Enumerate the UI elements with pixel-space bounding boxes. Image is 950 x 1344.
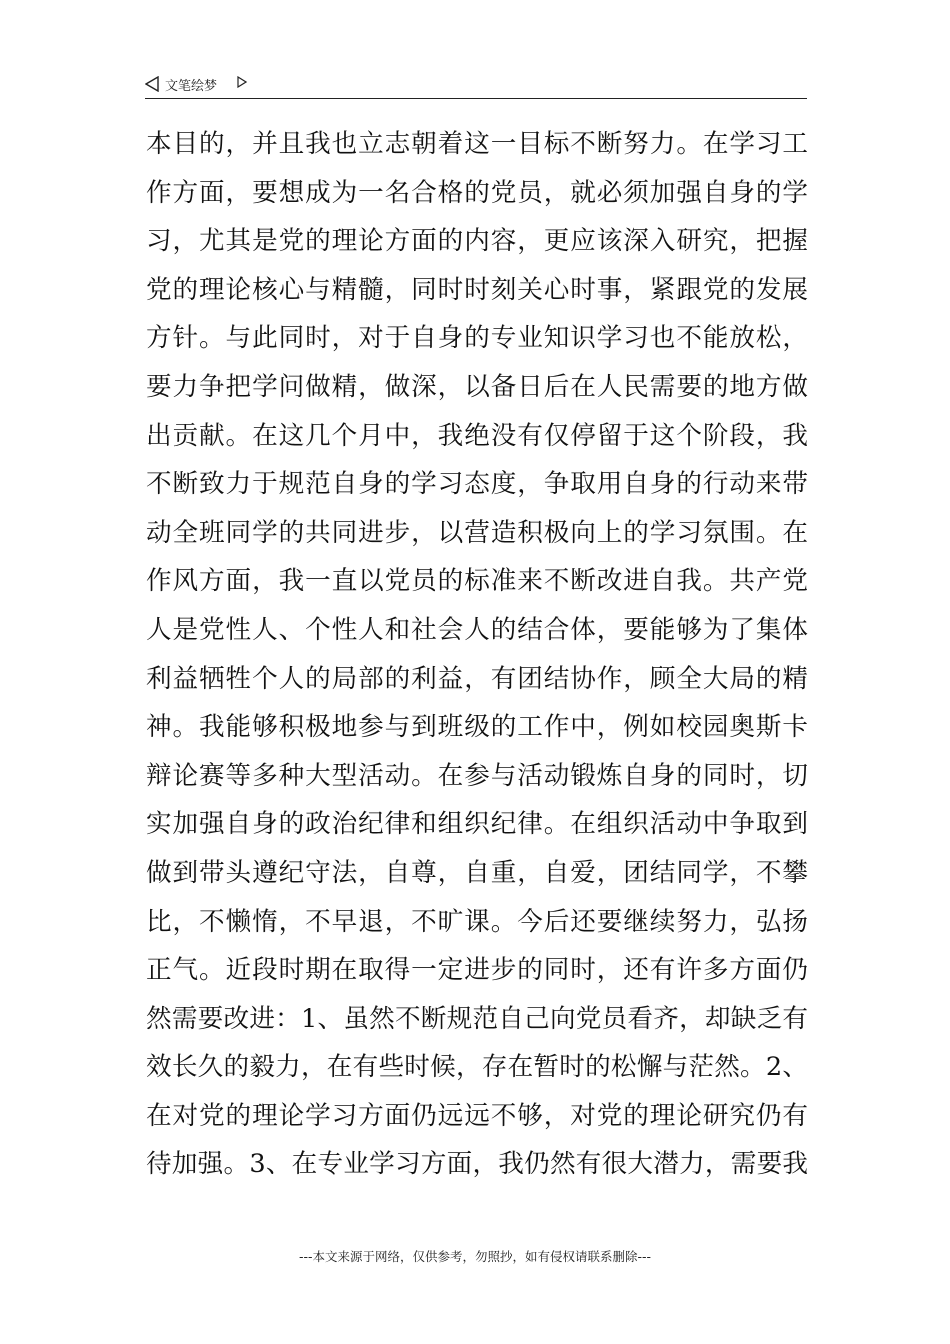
body-line: 神。我能够积极地参与到班级的工作中，例如校园奥斯卡 — [146, 712, 808, 743]
footer-disclaimer: ---本文来源于网络，仅供参考，勿照抄，如有侵权请联系删除--- — [298, 1249, 652, 1264]
body-line: 正气。近段时期在取得一定进步的同时，还有许多方面仍 — [146, 955, 808, 986]
body-line: 人是党性人、个性人和社会人的结合体，要能够为了集体 — [146, 614, 808, 645]
body-line: 出贡献。在这几个月中，我绝没有仅停留于这个阶段，我 — [146, 420, 808, 451]
body-line: 辩论赛等多种大型活动。在参与活动锻炼自身的同时，切 — [146, 760, 808, 791]
body-line: 本目的，并且我也立志朝着这一目标不断努力。在学习工 — [146, 129, 808, 159]
body-line: 党的理论核心与精髓，同时时刻关心时事，紧跟党的发展 — [146, 274, 808, 305]
body-line: 习，尤其是党的理论方面的内容，更应该深入研究，把握 — [146, 226, 808, 257]
body-line: 效长久的毅力，在有些时候，存在暂时的松懈与茫然。2、 — [146, 1052, 808, 1083]
body-line: 然需要改进：1、虽然不断规范自己向党员看齐，却缺乏有 — [146, 1003, 808, 1034]
body-line: 在对党的理论学习方面仍远远不够，对党的理论研究仍有 — [146, 1100, 808, 1131]
body-line: 作方面，要想成为一名合格的党员，就必须加强自身的学 — [146, 177, 808, 208]
body-line: 不断致力于规范自身的学习态度，争取用自身的行动来带 — [146, 469, 808, 500]
body-line: 比，不懒惰，不早退，不旷课。今后还要继续努力，弘扬 — [146, 906, 808, 937]
body-line: 实加强自身的政治纪律和组织纪律。在组织活动中争取到 — [146, 809, 808, 840]
triangle-left-icon — [145, 76, 159, 92]
body-text — [146, 120, 808, 1189]
body-line: 作风方面，我一直以党员的标准来不断改进自我。共产党 — [146, 566, 808, 597]
body-line: 方针。与此同时，对于自身的专业知识学习也不能放松， — [146, 323, 808, 354]
triangle-right-icon — [237, 76, 247, 88]
body-line: 动全班同学的共同进步，以营造积极向上的学习氛围。在 — [146, 517, 808, 548]
body-line: 利益牺牲个人的局部的利益，有团结协作，顾全大局的精 — [146, 663, 808, 694]
header-title: 文笔绘梦 — [165, 79, 218, 94]
page-header — [145, 72, 807, 99]
body-line: 待加强。3、在专业学习方面，我仍然有很大潜力，需要我 — [146, 1149, 808, 1180]
body-line: 做到带头遵纪守法，自尊，自重，自爱，团结同学，不攀 — [146, 857, 808, 888]
body-line: 要力争把学问做精，做深，以备日后在人民需要的地方做 — [146, 371, 808, 402]
